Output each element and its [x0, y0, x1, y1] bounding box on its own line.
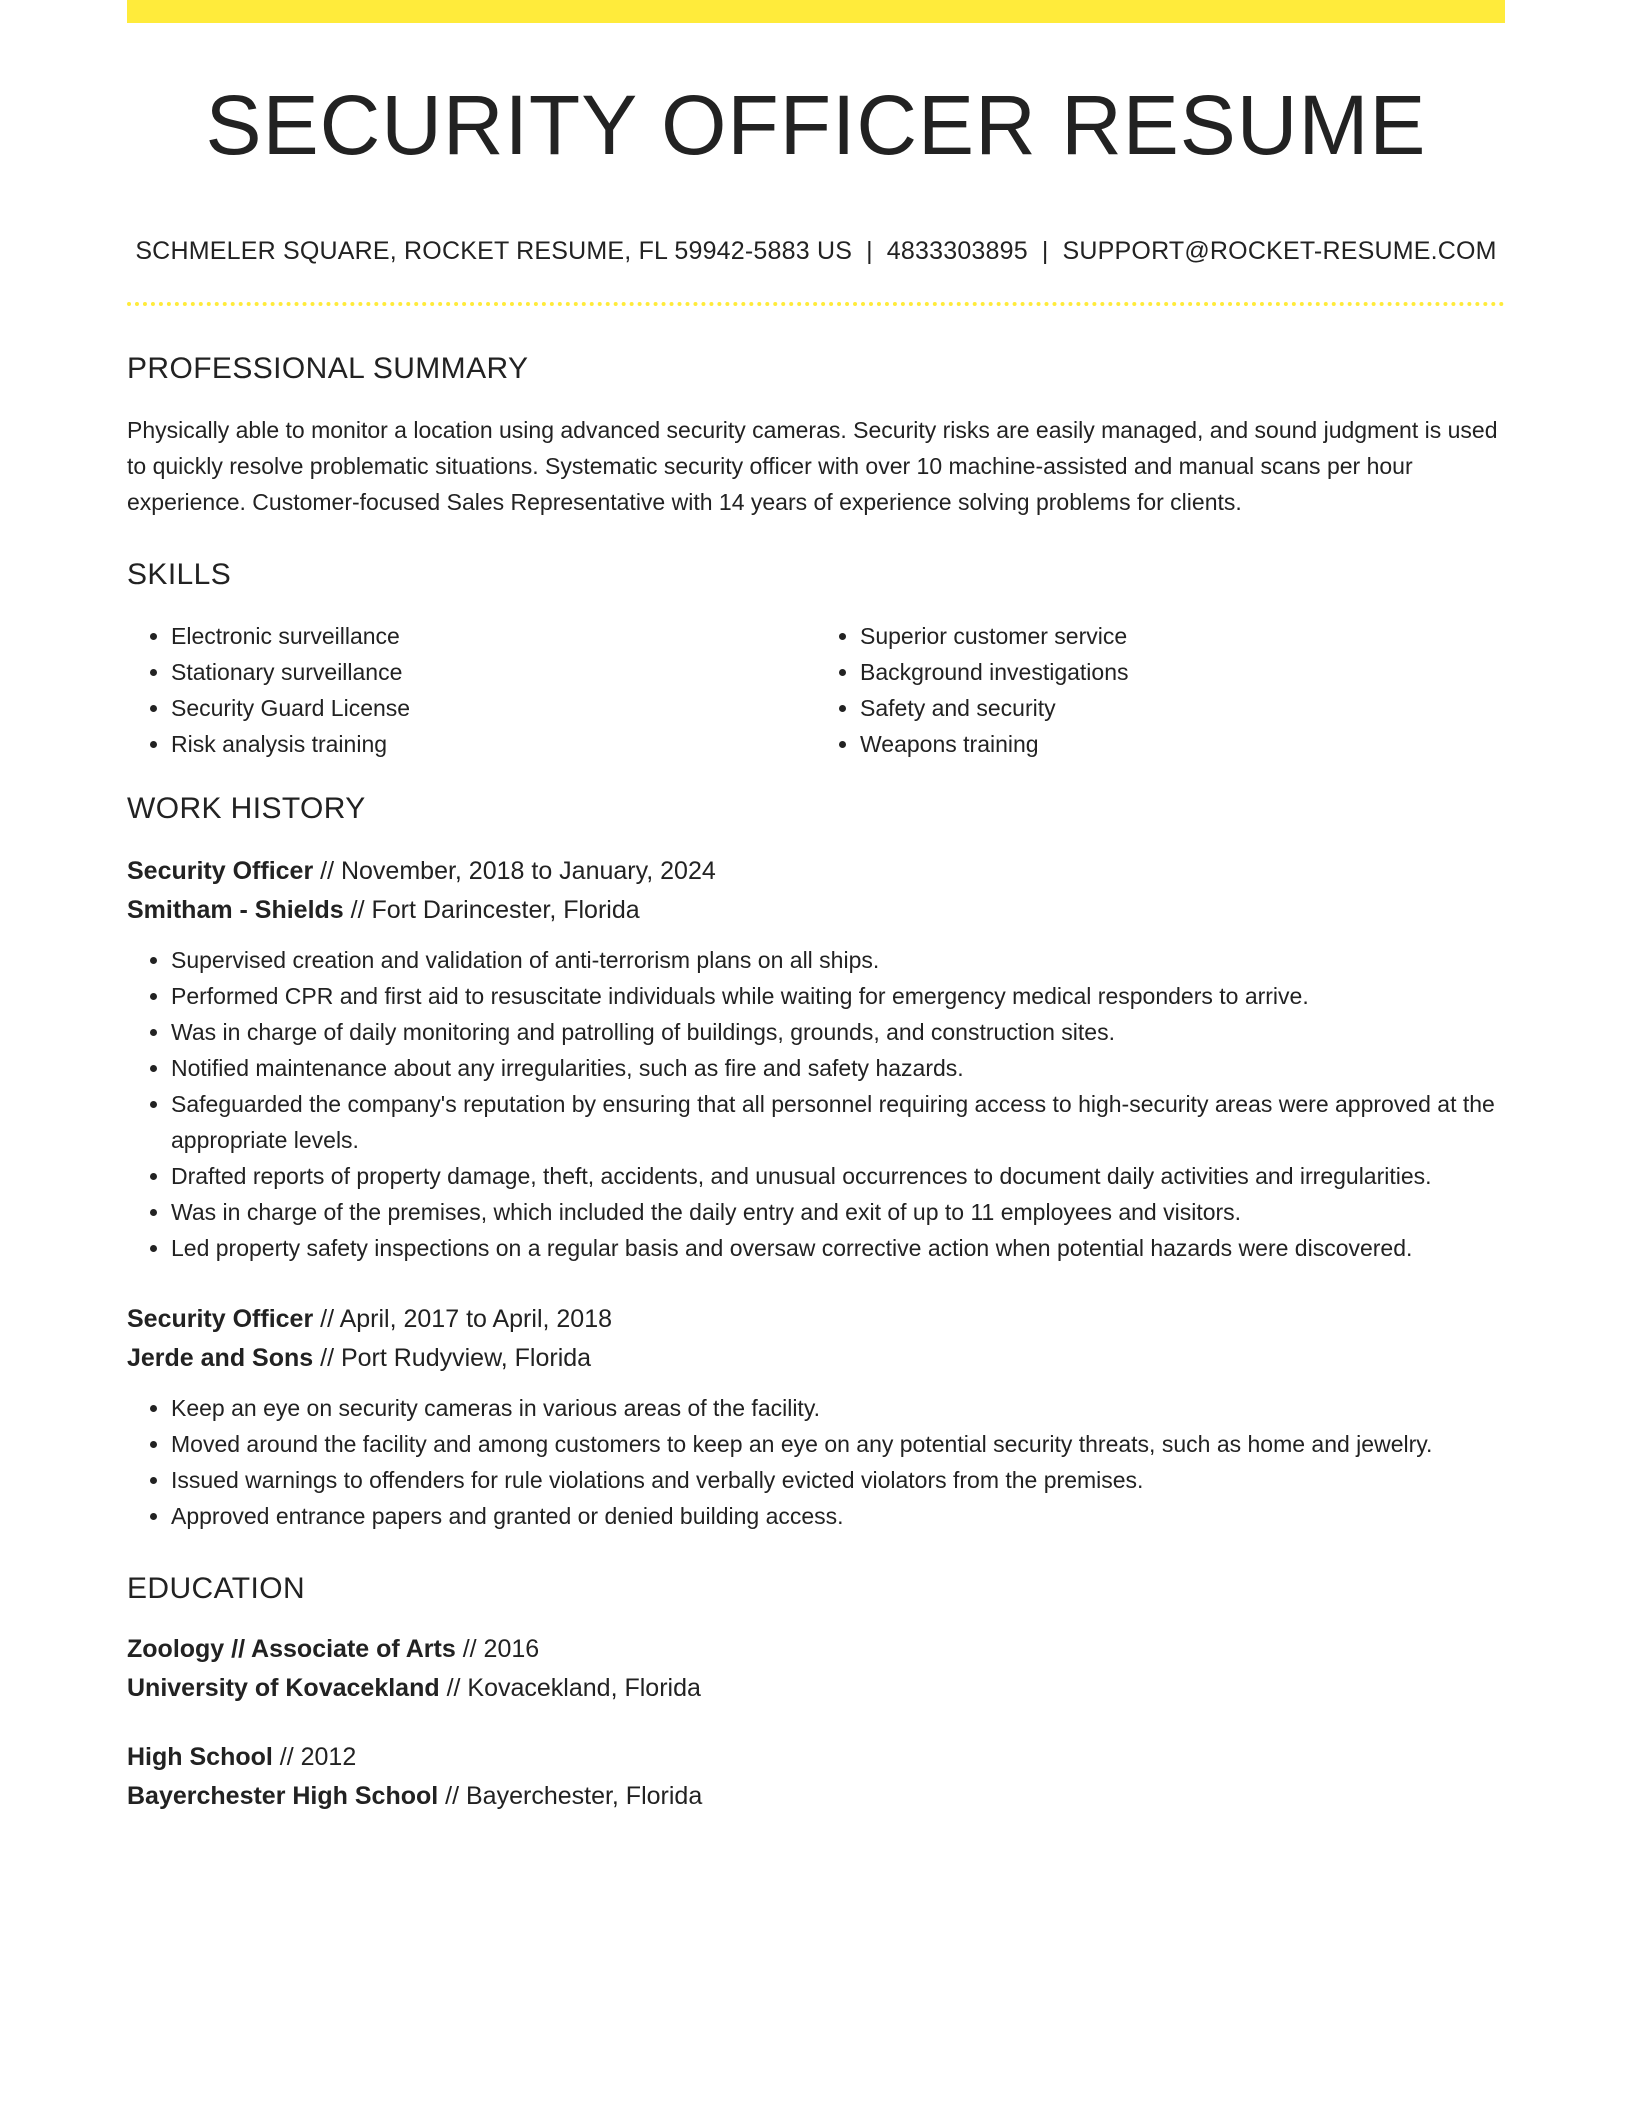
- contact-line: [127, 237, 1505, 266]
- education-year: // 2012: [279, 1743, 357, 1771]
- job-dates: // April, 2017 to April, 2018: [320, 1305, 612, 1333]
- skill-item: • Risk analysis training: [171, 726, 816, 762]
- skills-column-right: [816, 618, 1505, 762]
- education-school: Bayerchester High School: [127, 1782, 439, 1810]
- skill-item: • Stationary surveillance: [171, 654, 816, 690]
- job-bullet: • Led property safety inspections on a regular basis and oversaw corrective action when potential hazards were discovered.: [171, 1230, 1505, 1266]
- education-heading: EDUCATION: [127, 1572, 306, 1605]
- job-dates: // November, 2018 to January, 2024: [320, 857, 716, 885]
- job-title-line: [127, 852, 1505, 891]
- education-location: // Kovacekland, Florida: [446, 1674, 701, 1702]
- resume-title: SECURITY OFFICER RESUME: [205, 78, 1427, 172]
- job-entry: [127, 852, 1505, 1266]
- job-company-line: [127, 1339, 1505, 1378]
- education-school-line: [127, 1777, 1505, 1816]
- job-entry: [127, 1300, 1505, 1534]
- job-company: Jerde and Sons: [127, 1344, 314, 1372]
- education-location: // Bayerchester, Florida: [445, 1782, 703, 1810]
- resume-page: [127, 0, 1505, 1816]
- job-bullets: [127, 1390, 1505, 1534]
- skill-item: • Electronic surveillance: [171, 618, 816, 654]
- education-year: // 2016: [462, 1635, 540, 1663]
- job-bullet: • Safeguarded the company's reputation by ensuring that all personnel requiring access to high-security areas were approved at the appropriate levels.: [171, 1086, 1505, 1158]
- education-entry: [127, 1738, 1505, 1816]
- skills-column-left: [127, 618, 816, 762]
- skill-item: • Safety and security: [860, 690, 1505, 726]
- job-title-line: [127, 1300, 1505, 1339]
- job-company: Smitham - Shields: [127, 896, 344, 924]
- education-degree-line: [127, 1738, 1505, 1777]
- job-bullet: • Was in charge of the premises, which included the daily entry and exit of up to 11 employees and visitors.: [171, 1194, 1505, 1230]
- contact-separator: |: [866, 237, 873, 265]
- contact-phone: 4833303895: [886, 237, 1028, 265]
- job-location: // Fort Darincester, Florida: [350, 896, 640, 924]
- job-title: Security Officer: [127, 857, 314, 885]
- job-company-line: [127, 891, 1505, 930]
- contact-separator: |: [1041, 237, 1049, 265]
- job-location: // Port Rudyview, Florida: [320, 1344, 592, 1372]
- skill-item: • Weapons training: [860, 726, 1505, 762]
- skill-item: • Background investigations: [860, 654, 1505, 690]
- education-degree-line: [127, 1630, 1505, 1669]
- skills-list: [127, 618, 1505, 762]
- contact-address: SCHMELER SQUARE, ROCKET RESUME, FL 59942-5883 US: [135, 237, 853, 265]
- job-bullet: • Notified maintenance about any irregularities, such as fire and safety hazards.: [171, 1050, 1505, 1086]
- job-bullets: [127, 942, 1505, 1266]
- top-accent-bar: [127, 0, 1505, 23]
- job-bullet: • Supervised creation and validation of anti-terrorism plans on all ships.: [171, 942, 1505, 978]
- contact-email: SUPPORT@ROCKET-RESUME.COM: [1062, 237, 1497, 265]
- work-history-heading: WORK HISTORY: [127, 792, 366, 825]
- job-bullet: • Issued warnings to offenders for rule violations and verbally evicted violators from the premises.: [171, 1462, 1505, 1498]
- education-degree: Zoology // Associate of Arts: [127, 1635, 456, 1663]
- education-school: University of Kovacekland: [127, 1674, 440, 1702]
- job-bullet: • Performed CPR and first aid to resuscitate individuals while waiting for emergency medical responders to arrive.: [171, 978, 1505, 1014]
- job-bullet: • Approved entrance papers and granted or denied building access.: [171, 1498, 1505, 1534]
- skills-heading: SKILLS: [127, 558, 232, 591]
- job-bullet: • Drafted reports of property damage, theft, accidents, and unusual occurrences to document daily activities and irregularities.: [171, 1158, 1505, 1194]
- skill-item: • Security Guard License: [171, 690, 816, 726]
- summary-heading: PROFESSIONAL SUMMARY: [127, 352, 529, 385]
- job-bullet: • Keep an eye on security cameras in various areas of the facility.: [171, 1390, 1505, 1426]
- header-divider: [127, 302, 1505, 306]
- job-bullet: • Was in charge of daily monitoring and patrolling of buildings, grounds, and construction sites.: [171, 1014, 1505, 1050]
- skill-item: • Superior customer service: [860, 618, 1505, 654]
- summary-text: Physically able to monitor a location using advanced security cameras. Security risks are easily managed, and sound judgment is used to quickly resolve problematic situations. Systematic security officer with over 10 machine-assisted and manual scans per hour experience. Customer-focused Sales Representative with 14 years of experience solving problems for clients.: [127, 417, 1498, 515]
- education-school-line: [127, 1669, 1505, 1708]
- education-entry: [127, 1630, 1505, 1708]
- education-degree: High School: [127, 1743, 273, 1771]
- job-bullet: • Moved around the facility and among customers to keep an eye on any potential security threats, such as home and jewelry.: [171, 1426, 1505, 1462]
- job-title: Security Officer: [127, 1305, 314, 1333]
